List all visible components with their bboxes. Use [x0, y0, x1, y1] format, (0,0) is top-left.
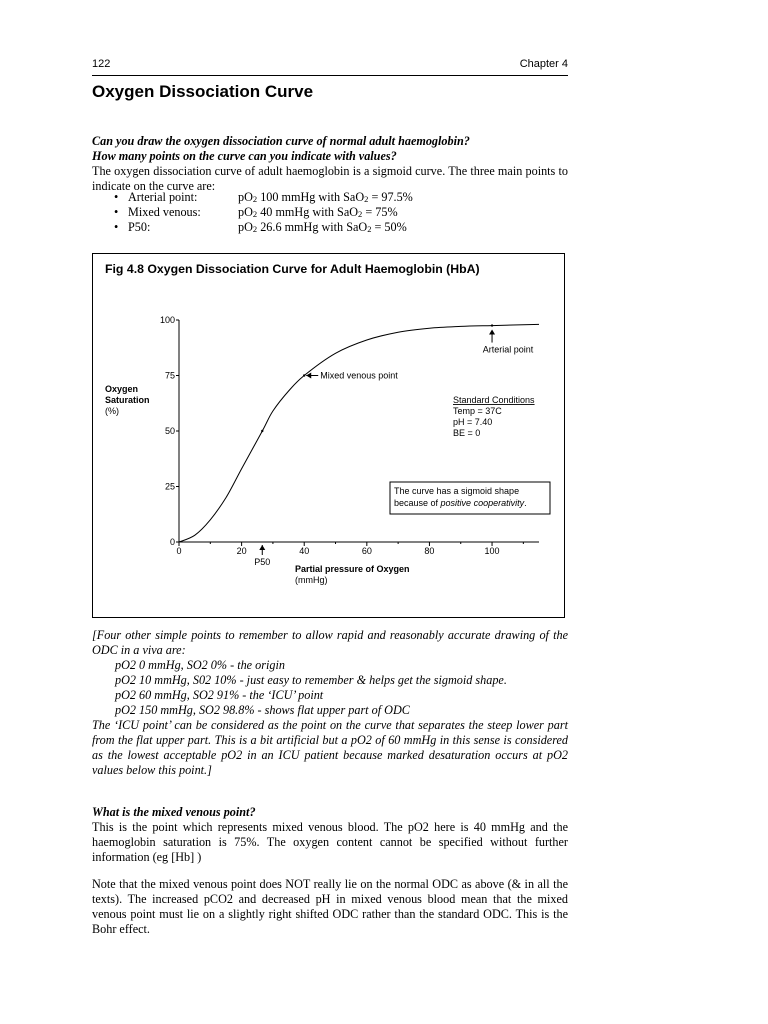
bullet-label: Arterial point:: [128, 190, 198, 204]
after-figure-intro: [Four other simple points to remember to allow rapid and reasonably accurate drawing of the ODC in a viva are:: [92, 628, 568, 657]
p50-label: P50: [254, 557, 271, 567]
page-header: [92, 58, 568, 74]
points-list: [92, 190, 568, 235]
p50-arrow-head: [259, 545, 265, 550]
figure-box: [92, 253, 565, 618]
bohr-effect-note: Note that the mixed venous point does NOT really lie on the normal ODC as above (& in all the texts). The increased pCO2 and decreased pH in mixed venous blood mean that the mixed venous point must lie on a slightly right shifted ODC rather than the standard ODC. This is the Bohr effect.: [92, 877, 568, 936]
bullet-value: $pO_2$ 40 mmHg with SaO$_2$ = 75%: [238, 205, 398, 219]
y-tick-label: 0: [169, 537, 175, 547]
bullet-label: Mixed venous:: [128, 205, 201, 219]
question-2: How many points on the curve can you indicate with values?: [92, 149, 397, 163]
bullet-value: $pO_2$ 26.6 mmHg with SaO$_2$ = 50%: [238, 220, 407, 234]
bullet-label: P50:: [128, 220, 151, 234]
bullet-dot: •: [114, 220, 119, 234]
y-tick-label: 25: [164, 481, 175, 492]
mixed-venous-question: What is the mixed venous point?: [92, 805, 256, 819]
bullet-arterial: [92, 190, 568, 205]
bullet-value: $pO_2$ 100 mmHg with SaO$_2$ = 97.5%: [238, 190, 413, 204]
x-tick-label: 60: [361, 546, 372, 556]
y-tick-label: 75: [164, 370, 175, 381]
section-title: Oxygen Dissociation Curve: [92, 82, 314, 101]
p50-point-marker: [261, 430, 263, 432]
arterial-point-label: Arterial point: [482, 344, 534, 355]
condition-ph: pH = 7.40: [453, 417, 493, 427]
note-line-2: because of positive cooperativity.: [394, 498, 527, 508]
y-axis-label-line1: Oxygen: [105, 384, 139, 394]
x-tick-label: 0: [176, 546, 182, 556]
x-tick-label: 100: [484, 546, 500, 556]
intro-paragraph: The oxygen dissociation curve of adult haemoglobin is a sigmoid curve. The three main points to indicate on the curve are:: [92, 164, 568, 193]
figure-title: Fig 4.8 Oxygen Dissociation Curve for Adult Haemoglobin (HbA): [105, 262, 480, 276]
note-line-1: The curve has a sigmoid shape: [394, 486, 520, 496]
x-axis-label-line1: Partial pressure of Oxygen: [295, 564, 410, 574]
x-tick-label: 80: [424, 546, 435, 556]
arterial-point-marker: [491, 324, 493, 326]
arterial-arrow-head: [489, 330, 495, 335]
y-tick-label: 100: [159, 315, 175, 325]
simple-point-1: pO2 0 mmHg, SO2 0% - the origin: [115, 658, 285, 672]
bullet-p50: [92, 220, 568, 235]
bullet-dot: •: [114, 205, 119, 219]
odc-chart: [93, 254, 564, 617]
condition-be: BE = 0: [453, 428, 481, 438]
question-1: Can you draw the oxygen dissociation curve of normal adult haemoglobin?: [92, 134, 470, 148]
simple-point-3: pO2 60 mmHg, SO2 91% - the ‘ICU’ point: [115, 688, 324, 702]
x-axis-label-line2: (mmHg): [295, 575, 328, 585]
header-rule: [92, 75, 568, 76]
conditions-title: Standard Conditions: [453, 395, 535, 405]
mixed-venous-answer: This is the point which represents mixed venous blood. The pO2 here is 40 mmHg and the haemoglobin saturation is 75%. The oxygen content cannot be specified without further information (eg [Hb] ): [92, 820, 568, 864]
bullet-mixed-venous: [92, 205, 568, 220]
chart-plot: [160, 315, 539, 567]
y-tick-label: 50: [164, 426, 175, 436]
condition-temp: Temp = 37C: [453, 406, 502, 416]
simple-point-2: pO2 10 mmHg, S02 10% - just easy to remember & helps get the sigmoid shape.: [115, 673, 507, 687]
x-tick-label: 40: [299, 546, 310, 556]
icu-point-paragraph: The ‘ICU point’ can be considered as the point on the curve that separates the steep lower part from the flat upper part. This is a bit artificial but a pO2 of 60 mmHg in this sense is considered as the lowest acceptable pO2 in an ICU patient because marked desaturation occurs at pO2 values below this point.]: [92, 718, 568, 777]
x-tick-label: 20: [236, 546, 247, 556]
chapter-label: Chapter 4: [519, 58, 568, 70]
mixed-venous-point-marker: [303, 374, 305, 376]
mixed-venous-point-label: Mixed venous point: [320, 370, 398, 381]
y-axis-label-line3: (%): [105, 406, 119, 416]
y-axis-label-line2: Saturation: [105, 395, 150, 405]
simple-point-4: pO2 150 mmHg, SO2 98.8% - shows flat upper part of ODC: [115, 703, 410, 717]
page-number: 122: [92, 58, 111, 70]
bullet-dot: •: [114, 190, 119, 204]
